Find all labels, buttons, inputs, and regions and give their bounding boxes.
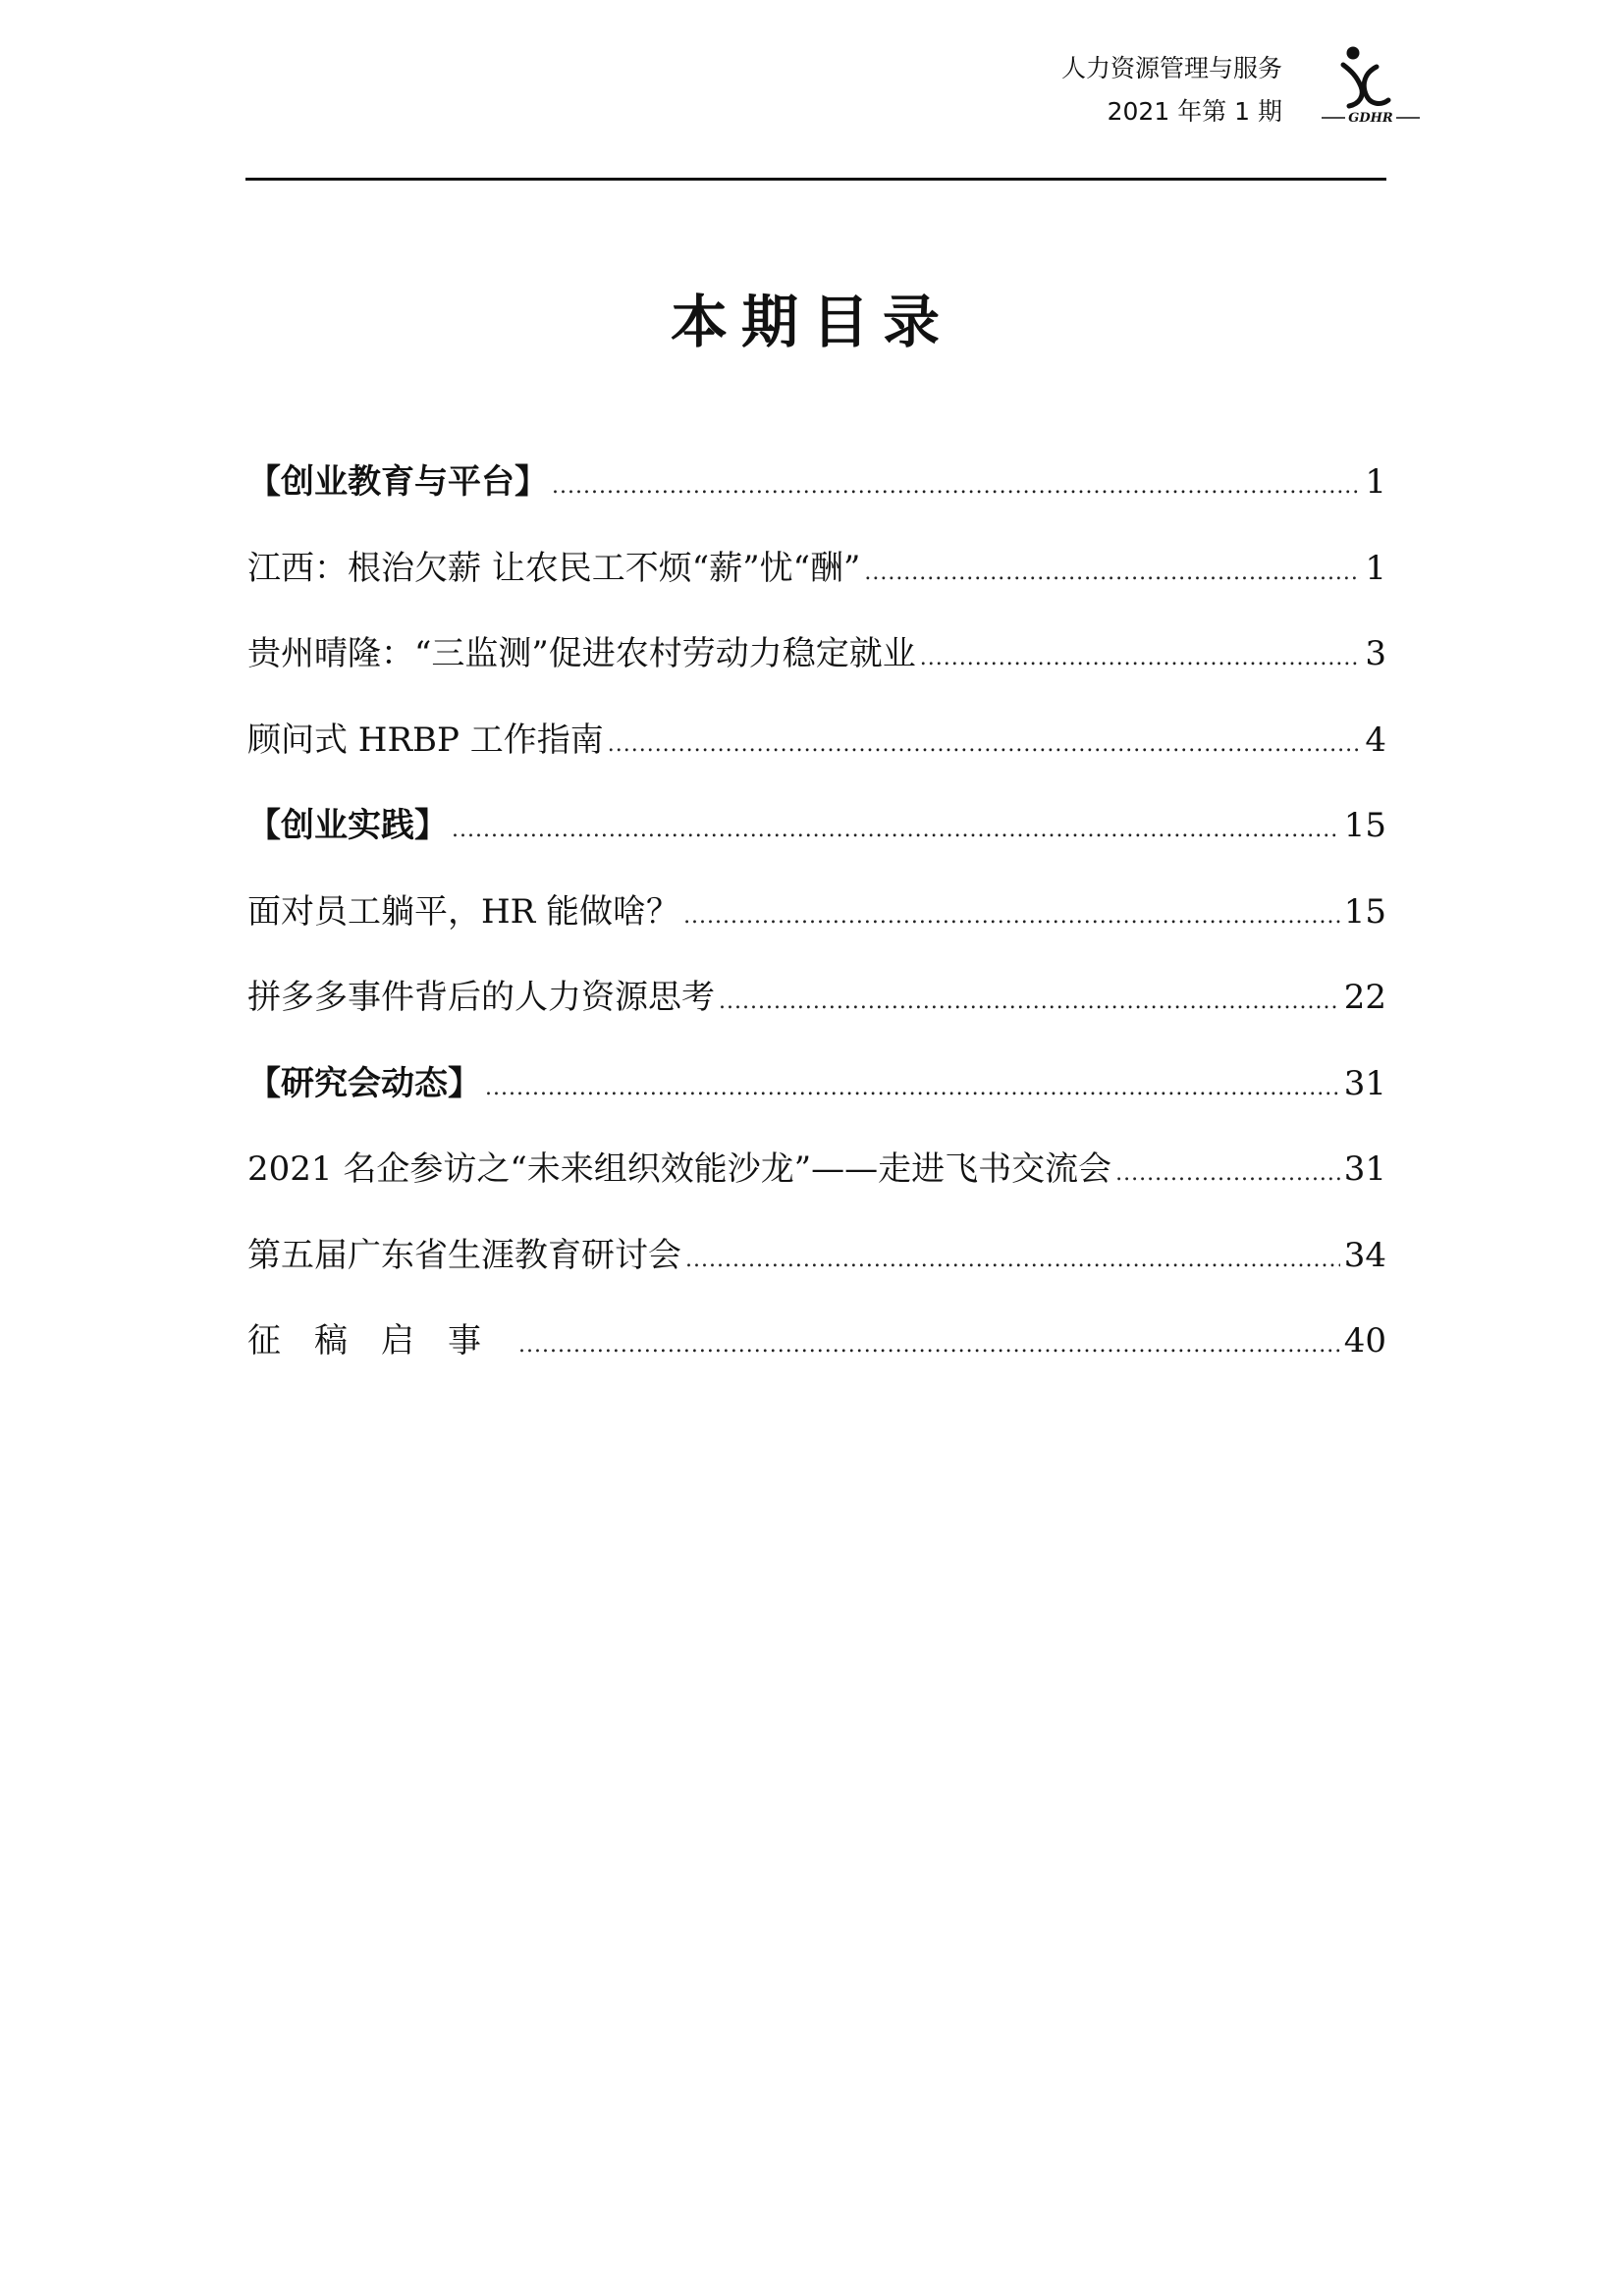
dot-leader (1115, 1131, 1340, 1217)
dot-leader (683, 874, 1340, 960)
toc-page-number: 15 (1343, 891, 1386, 932)
toc-article-entry[interactable] (247, 612, 1386, 698)
toc-section-heading[interactable] (247, 440, 1386, 526)
toc-page-number: 34 (1343, 1235, 1386, 1275)
toc-article-entry[interactable] (247, 698, 1386, 784)
toc-page-number: 22 (1343, 978, 1386, 1017)
toc-entry-title: 第五届广东省生涯教育研讨会 (247, 1235, 681, 1275)
header-divider (245, 178, 1386, 181)
gdhr-logo-icon (1316, 43, 1424, 126)
toc-page-number: 31 (1343, 1149, 1386, 1189)
toc-page-number: 3 (1365, 634, 1386, 673)
dot-leader (485, 1045, 1340, 1132)
toc-entry-title: 2021 名企参访之“未来组织效能沙龙”——走进飞书交流会 (247, 1149, 1112, 1189)
publication-name: 人力资源管理与服务 (1060, 54, 1282, 82)
toc-entry-title: 江西：根治欠薪 让农民工不烦“薪”忧“酬” (247, 548, 861, 588)
page-header (0, 0, 1624, 187)
toc-entry-title: 征稿启事 (247, 1321, 514, 1361)
toc-article-entry[interactable] (247, 1213, 1386, 1300)
toc-page-number: 1 (1365, 548, 1386, 588)
toc-section-heading[interactable] (247, 783, 1386, 870)
toc-page-number: 40 (1343, 1321, 1386, 1361)
toc-article-entry[interactable] (247, 1299, 1386, 1385)
dot-leader (518, 1303, 1340, 1389)
toc-entry-title: 贵州晴隆：“三监测”促进农村劳动力稳定就业 (247, 634, 916, 673)
page-title: 本期目录 (670, 289, 953, 355)
toc-page-number: 1 (1365, 462, 1386, 502)
dot-leader (719, 959, 1340, 1045)
header-text (1061, 47, 1282, 133)
toc-article-entry[interactable] (247, 526, 1386, 613)
toc-page-number: 31 (1343, 1063, 1386, 1103)
toc-entry-title: 【创业教育与平台】 (247, 462, 548, 502)
toc-entry-title: 拼多多事件背后的人力资源思考 (247, 978, 715, 1017)
logo-text: GDHR (1348, 111, 1393, 126)
dot-leader (552, 444, 1361, 530)
dot-leader (452, 787, 1340, 874)
toc-entry-title: 面对员工躺平，HR 能做啥？ (247, 891, 680, 932)
toc-entry-title: 【研究会动态】 (247, 1063, 481, 1103)
dot-leader (685, 1217, 1340, 1304)
table-of-contents (247, 440, 1386, 1385)
toc-article-entry[interactable] (247, 955, 1386, 1041)
dot-leader (864, 530, 1361, 616)
toc-section-heading[interactable] (247, 1041, 1386, 1128)
toc-article-entry[interactable] (247, 1127, 1386, 1213)
dot-leader (920, 615, 1362, 702)
toc-article-entry[interactable] (247, 870, 1386, 956)
dot-leader (608, 702, 1362, 788)
toc-entry-title: 【创业实践】 (247, 806, 448, 845)
issue-number: 2021 年第 1 期 (1107, 97, 1282, 126)
toc-page-number: 15 (1343, 806, 1386, 845)
toc-entry-title: 顾问式 HRBP 工作指南 (247, 720, 604, 760)
toc-page-number: 4 (1365, 720, 1386, 760)
